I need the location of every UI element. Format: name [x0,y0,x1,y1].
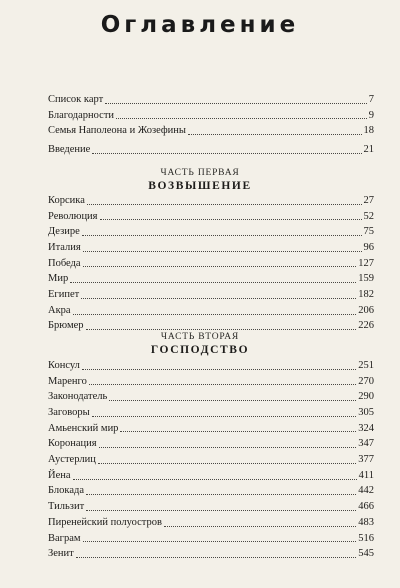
toc-entry[interactable] [48,436,374,452]
toc-entry[interactable] [48,531,374,547]
toc-entry-label: Заговоры [48,407,90,419]
part-one-chapters [48,193,374,334]
toc-entry-page: 466 [358,501,374,513]
toc-entry-label: Йена [48,469,71,481]
toc-entry[interactable] [48,193,374,209]
toc-entry-label: Пиренейский полуостров [48,516,162,528]
dot-leader [82,369,356,370]
toc-entry-page: 9 [368,109,374,121]
dot-leader [86,329,357,330]
toc-entry-page: 206 [358,304,374,316]
dot-leader [100,219,362,220]
toc-entry[interactable] [48,452,374,468]
toc-entry-page: 18 [363,125,374,137]
toc-entry-page: 7 [368,93,374,105]
dot-leader [73,314,357,315]
toc-entry-page: 483 [358,516,374,528]
toc-entry-page: 226 [358,320,374,332]
dot-leader [98,463,356,464]
part-kicker: ЧАСТЬ ВТОРАЯ [160,332,240,342]
toc-entry-label: Введение [48,143,91,155]
toc-entry-page: 21 [363,143,374,155]
toc-entry[interactable] [48,209,374,225]
dot-leader [81,298,356,299]
toc-entry[interactable] [48,358,374,374]
toc-entry-page: 516 [358,532,374,544]
toc-entry-label: Египет [48,289,80,301]
toc-entry-label: Благодарности [48,109,115,121]
toc-entry-label: Мир [48,273,69,285]
toc-entry-label: Маренго [48,375,87,387]
toc-entry-page: 27 [363,194,374,206]
dot-leader [99,447,357,448]
toc-entry-label: Акра [48,304,71,316]
toc-entry-label: Революция [48,210,98,222]
dot-leader [76,557,357,558]
toc-entry[interactable] [48,92,374,108]
part-kicker: ЧАСТЬ ПЕРВАЯ [160,168,240,178]
toc-entry-label: Блокада [48,485,84,497]
toc-entry[interactable] [48,546,374,562]
toc-entry-label: Зенит [48,548,74,560]
dot-leader [120,431,356,432]
toc-entry-page: 251 [358,359,374,371]
dot-leader [87,204,362,205]
toc-entry-label: Законодатель [48,391,108,403]
part-two-chapters [48,358,374,562]
toc-entry[interactable] [48,484,374,500]
dot-leader [83,541,357,542]
dot-leader [86,494,356,495]
toc-entry-page: 52 [363,210,374,222]
dot-leader [188,134,362,135]
part-two-heading [0,332,400,356]
toc-entry-label: Аустерлиц [48,454,96,466]
toc-entry[interactable] [48,374,374,390]
toc-entry-page: 290 [358,391,374,403]
toc-entry[interactable] [48,240,374,256]
toc-entry-label: Список карт [48,93,104,105]
toc-entry[interactable] [48,303,374,319]
toc-entry[interactable] [48,108,374,124]
toc-entry-label: Корсика [48,194,85,206]
toc-entry-page: 411 [358,469,374,481]
toc-entry[interactable] [48,142,374,158]
toc-entry-page: 75 [363,226,374,238]
dot-leader [83,266,357,267]
toc-entry[interactable] [48,421,374,437]
toc-entry-label: Коронация [48,438,97,450]
toc-entry-label: Амьенский мир [48,422,119,434]
dot-leader [92,153,361,154]
toc-entry-label: Консул [48,359,80,371]
toc-entry-page: 159 [358,273,374,285]
part-title: ВОЗВЫШЕНИЕ [148,180,252,192]
toc-entry-page: 96 [363,242,374,254]
dot-leader [82,235,362,236]
part-title: ГОСПОДСТВО [150,344,250,356]
toc-entry[interactable] [48,256,374,272]
toc-entry-page: 377 [358,454,374,466]
toc-entry-page: 324 [358,422,374,434]
toc-entry-label: Ваграм [48,532,81,544]
toc-entry[interactable] [48,287,374,303]
toc-entry-page: 442 [358,485,374,497]
dot-leader [116,118,367,119]
toc-entry-page: 545 [358,548,374,560]
toc-entry-label: Победа [48,257,81,269]
toc-entry-page: 270 [358,375,374,387]
toc-entry[interactable] [48,515,374,531]
toc-entry-label: Дезире [48,226,80,238]
dot-leader [164,526,356,527]
toc-entry-page: 347 [358,438,374,450]
toc-entry-label: Тильзит [48,501,85,513]
toc-entry[interactable] [48,499,374,515]
toc-entry[interactable] [48,271,374,287]
dot-leader [73,479,357,480]
toc-entry-page: 127 [358,257,374,269]
dot-leader [105,103,367,104]
toc-entry[interactable] [48,389,374,405]
dot-leader [70,282,356,283]
front-matter-list [48,92,374,139]
dot-leader [83,251,362,252]
dot-leader [109,400,356,401]
intro-list [48,142,374,158]
dot-leader [92,416,357,417]
toc-entry-label: Италия [48,242,81,254]
dot-leader [89,384,356,385]
toc-entry-page: 182 [358,289,374,301]
toc-entry[interactable] [48,224,374,240]
toc-entry-label: Брюмер [48,320,84,332]
page-title: Оглавление [100,12,300,38]
dot-leader [86,510,356,511]
toc-entry[interactable] [48,405,374,421]
toc-entry[interactable] [48,123,374,139]
toc-entry-page: 305 [358,407,374,419]
toc-entry-label: Семья Наполеона и Жозефины [48,125,186,137]
toc-entry[interactable] [48,468,374,484]
part-one-heading [0,168,400,192]
